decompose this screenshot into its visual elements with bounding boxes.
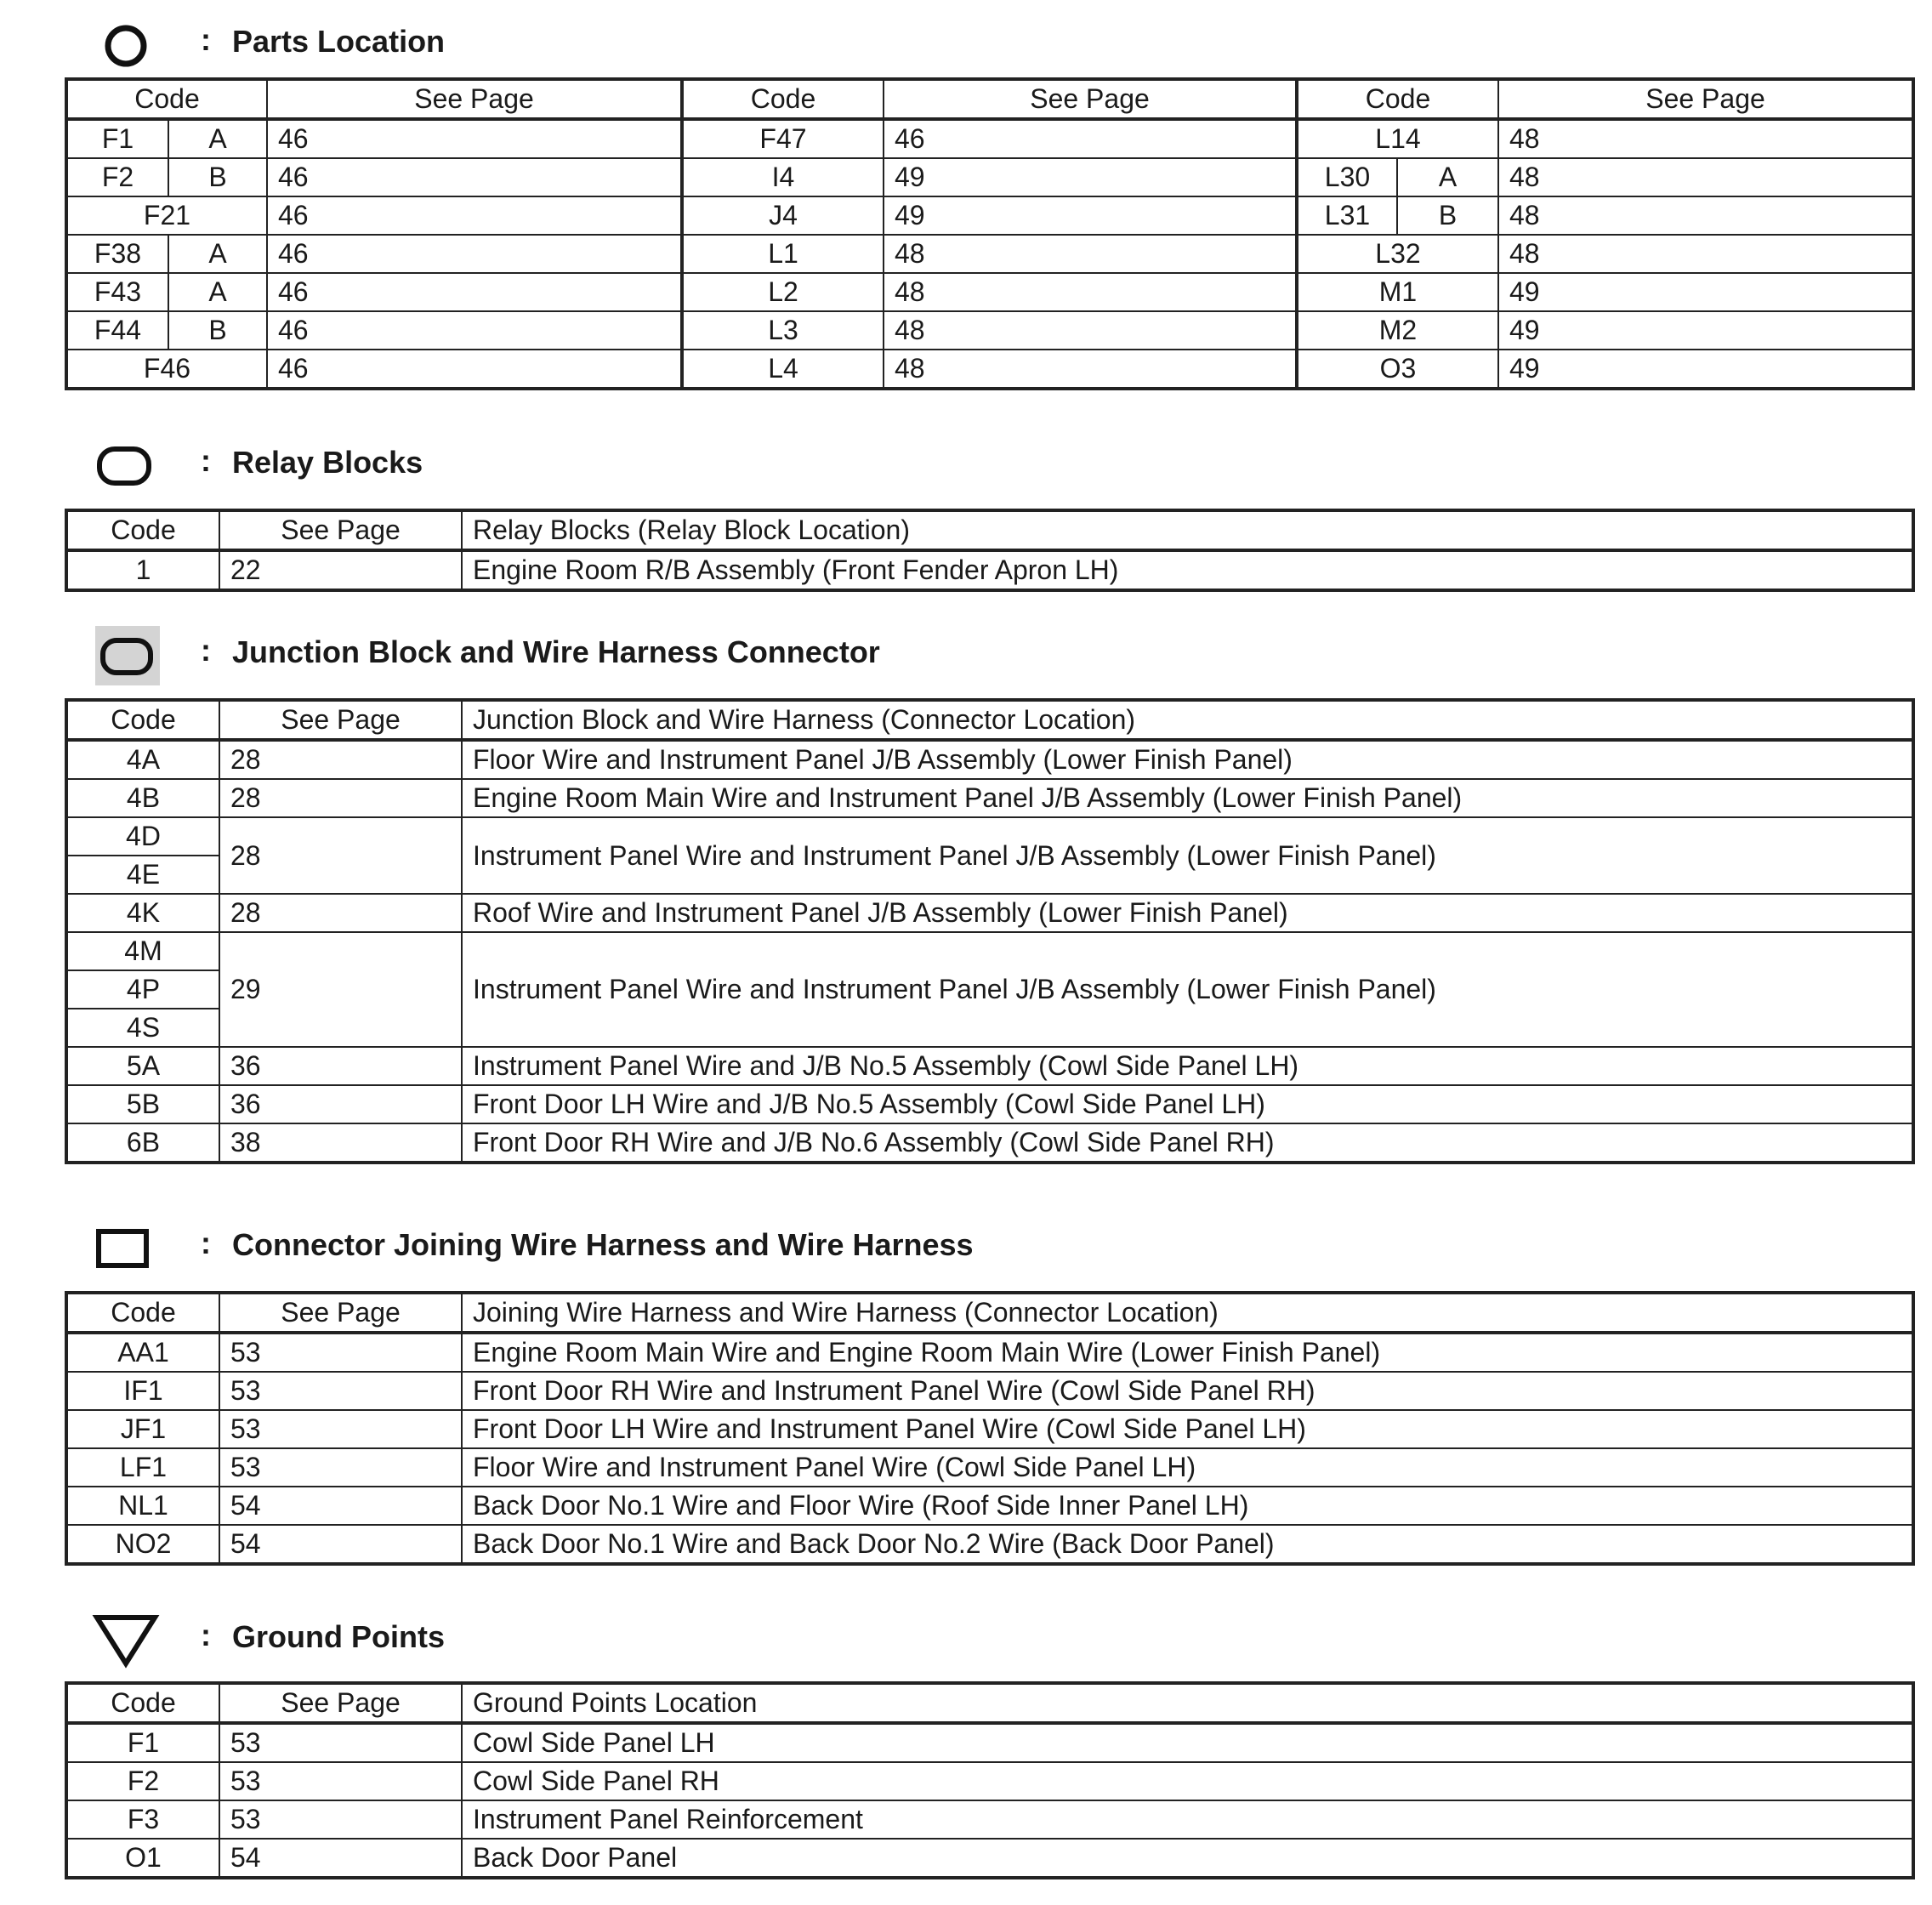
code-cell: M1 [1297,273,1498,311]
code-cell: F38 [66,235,168,273]
junction-block-title: Junction Block and Wire Harness Connector [232,634,880,669]
page-cell: 53 [219,1333,462,1372]
code-cell: NO2 [66,1525,219,1564]
table-row [66,1723,1913,1762]
description-cell: Instrument Panel Reinforcement [462,1800,1913,1839]
page-cell: 28 [219,779,462,817]
page-cell: 48 [884,311,1297,350]
header-code: Code [66,1293,219,1333]
page-cell: 48 [1498,158,1913,196]
description-cell: Instrument Panel Wire and Instrument Panel J/B Assembly (Lower Finish Panel) [462,932,1913,1047]
header-row [66,1293,1913,1333]
connector-title: Connector Joining Wire Harness and Wire Harness [232,1227,974,1262]
description-cell: Back Door Panel [462,1839,1913,1878]
code-cell: IF1 [66,1372,219,1410]
description-cell: Floor Wire and Instrument Panel Wire (Cowl Side Panel LH) [462,1448,1913,1487]
sub-code-cell: B [168,158,267,196]
table-row [66,932,1913,970]
code-cell: 4P [66,970,219,1009]
code-cell: F1 [66,1723,219,1762]
connector-table [65,1291,1915,1566]
code-cell: L32 [1297,235,1498,273]
header-location: Relay Blocks (Relay Block Location) [462,510,1913,550]
page-cell: 49 [884,158,1297,196]
table-row [66,235,1913,273]
page-cell: 28 [219,817,462,894]
sub-code-cell: B [1397,196,1498,235]
table-row [66,119,1913,158]
table-row [66,740,1913,779]
page-cell: 53 [219,1372,462,1410]
code-cell: 4E [66,856,219,894]
description-cell: Instrument Panel Wire and J/B No.5 Assembly (Cowl Side Panel LH) [462,1047,1913,1085]
page-cell: 29 [219,932,462,1047]
description-cell: Floor Wire and Instrument Panel J/B Assembly (Lower Finish Panel) [462,740,1913,779]
code-cell: F47 [682,119,884,158]
parts-header-row [66,79,1913,119]
page-cell: 36 [219,1085,462,1123]
code-cell: 4S [66,1009,219,1047]
description-cell: Back Door No.1 Wire and Back Door No.2 Wire (Back Door Panel) [462,1525,1913,1564]
sub-code-cell: B [168,311,267,350]
header-location: Junction Block and Wire Harness (Connector Location) [462,700,1913,740]
header-see-page: See Page [1498,79,1913,119]
page-cell: 46 [267,196,682,235]
code-cell: 6B [66,1123,219,1163]
header-location: Joining Wire Harness and Wire Harness (Connector Location) [462,1293,1913,1333]
description-cell: Back Door No.1 Wire and Floor Wire (Roof Side Inner Panel LH) [462,1487,1913,1525]
page-cell: 49 [1498,273,1913,311]
header-see-page: See Page [219,700,462,740]
code-cell: 4M [66,932,219,970]
code-cell: F2 [66,158,168,196]
table-row [66,1372,1913,1410]
table-row [66,196,1913,235]
heading-colon: : [201,22,211,57]
description-cell: Engine Room Main Wire and Engine Room Main Wire (Lower Finish Panel) [462,1333,1913,1372]
page-cell: 46 [267,311,682,350]
header-code: Code [66,700,219,740]
code-cell: L3 [682,311,884,350]
description-cell: Roof Wire and Instrument Panel J/B Assembly (Lower Finish Panel) [462,894,1913,932]
code-cell: F21 [66,196,267,235]
header-code: Code [66,1683,219,1723]
header-code: Code [66,510,219,550]
page-cell: 54 [219,1525,462,1564]
code-cell: J4 [682,196,884,235]
description-cell: Cowl Side Panel RH [462,1762,1913,1800]
heading-colon: : [201,633,211,668]
page-cell: 48 [884,350,1297,389]
page-cell: 53 [219,1723,462,1762]
page-cell: 53 [219,1410,462,1448]
page-cell: 38 [219,1123,462,1163]
page-cell: 46 [267,235,682,273]
header-location: Ground Points Location [462,1683,1913,1723]
sub-code-cell: A [1397,158,1498,196]
page-cell: 46 [267,350,682,389]
table-row [66,1800,1913,1839]
description-cell: Instrument Panel Wire and Instrument Panel J/B Assembly (Lower Finish Panel) [462,817,1913,894]
code-cell: F46 [66,350,267,389]
description-cell: Front Door RH Wire and J/B No.6 Assembly (Cowl Side Panel RH) [462,1123,1913,1163]
page-cell: 48 [1498,119,1913,158]
page-cell: 28 [219,894,462,932]
code-cell: 5B [66,1085,219,1123]
code-cell: L31 [1297,196,1397,235]
page-cell: 54 [219,1487,462,1525]
page-cell: 36 [219,1047,462,1085]
table-row [66,1839,1913,1878]
table-row [66,1085,1913,1123]
code-cell: F1 [66,119,168,158]
ground-points-title: Ground Points [232,1619,445,1654]
page-cell: 46 [884,119,1297,158]
code-cell: JF1 [66,1410,219,1448]
table-row [66,779,1913,817]
page-cell: 54 [219,1839,462,1878]
description-cell: Front Door RH Wire and Instrument Panel Wire (Cowl Side Panel RH) [462,1372,1913,1410]
description-cell: Engine Room R/B Assembly (Front Fender Apron LH) [462,550,1913,590]
table-row [66,311,1913,350]
header-row [66,1683,1913,1723]
code-cell: 4K [66,894,219,932]
header-row [66,510,1913,550]
page-cell: 22 [219,550,462,590]
code-cell: 4D [66,817,219,856]
code-cell: F2 [66,1762,219,1800]
page-cell: 48 [884,273,1297,311]
header-see-page: See Page [219,1293,462,1333]
code-cell: LF1 [66,1448,219,1487]
page-cell: 48 [1498,196,1913,235]
page-cell: 49 [1498,350,1913,389]
code-cell: 5A [66,1047,219,1085]
heading-colon: : [201,1225,211,1260]
code-cell: M2 [1297,311,1498,350]
code-cell: I4 [682,158,884,196]
table-row [66,1333,1913,1372]
header-see-page: See Page [267,79,682,119]
page-cell: 49 [884,196,1297,235]
header-see-page: See Page [219,510,462,550]
table-row [66,1410,1913,1448]
sub-code-cell: A [168,119,267,158]
code-cell: AA1 [66,1333,219,1372]
header-row [66,700,1913,740]
circle-icon [92,15,160,75]
page-cell: 46 [267,119,682,158]
code-cell: L4 [682,350,884,389]
page-cell: 46 [267,158,682,196]
rounded-rectangle-icon [92,436,160,496]
parts-location-table [65,77,1915,390]
sub-code-cell: A [168,235,267,273]
heading-colon: : [201,443,211,478]
table-row [66,1525,1913,1564]
parts-location-title: Parts Location [232,24,446,59]
sub-code-cell: A [168,273,267,311]
header-see-page: See Page [884,79,1297,119]
table-row [66,350,1913,389]
code-cell: L1 [682,235,884,273]
description-cell: Front Door LH Wire and Instrument Panel Wire (Cowl Side Panel LH) [462,1410,1913,1448]
code-cell: F43 [66,273,168,311]
code-cell: L2 [682,273,884,311]
ground-points-table [65,1681,1915,1879]
code-cell: F44 [66,311,168,350]
junction-block-table [65,698,1915,1164]
description-cell: Cowl Side Panel LH [462,1723,1913,1762]
table-row [66,1448,1913,1487]
header-see-page: See Page [219,1683,462,1723]
header-code: Code [682,79,884,119]
table-row [66,158,1913,196]
inverted-triangle-icon [92,1611,160,1670]
relay-blocks-title: Relay Blocks [232,445,423,480]
page-cell: 48 [884,235,1297,273]
code-cell: O1 [66,1839,219,1878]
table-row [66,550,1913,590]
page-cell: 53 [219,1762,462,1800]
table-row [66,1762,1913,1800]
page-cell: 53 [219,1448,462,1487]
page-cell: 53 [219,1800,462,1839]
page-cell: 48 [1498,235,1913,273]
code-cell: 1 [66,550,219,590]
page-cell: 49 [1498,311,1913,350]
table-row [66,817,1913,856]
code-cell: 4A [66,740,219,779]
table-row [66,273,1913,311]
description-cell: Front Door LH Wire and J/B No.5 Assembly (Cowl Side Panel LH) [462,1085,1913,1123]
header-code: Code [1297,79,1498,119]
code-cell: NL1 [66,1487,219,1525]
table-row [66,1123,1913,1163]
relay-blocks-table [65,509,1915,592]
table-row [66,1487,1913,1525]
heading-colon: : [201,1618,211,1652]
table-row [66,1047,1913,1085]
code-cell: 4B [66,779,219,817]
page-cell: 28 [219,740,462,779]
header-code: Code [66,79,267,119]
code-cell: O3 [1297,350,1498,389]
page-cell: 46 [267,273,682,311]
rectangle-icon [92,1219,160,1278]
code-cell: F3 [66,1800,219,1839]
table-row [66,894,1913,932]
code-cell: L30 [1297,158,1397,196]
code-cell: L14 [1297,119,1498,158]
description-cell: Engine Room Main Wire and Instrument Panel J/B Assembly (Lower Finish Panel) [462,779,1913,817]
shaded-rounded-rectangle-icon [92,626,160,685]
